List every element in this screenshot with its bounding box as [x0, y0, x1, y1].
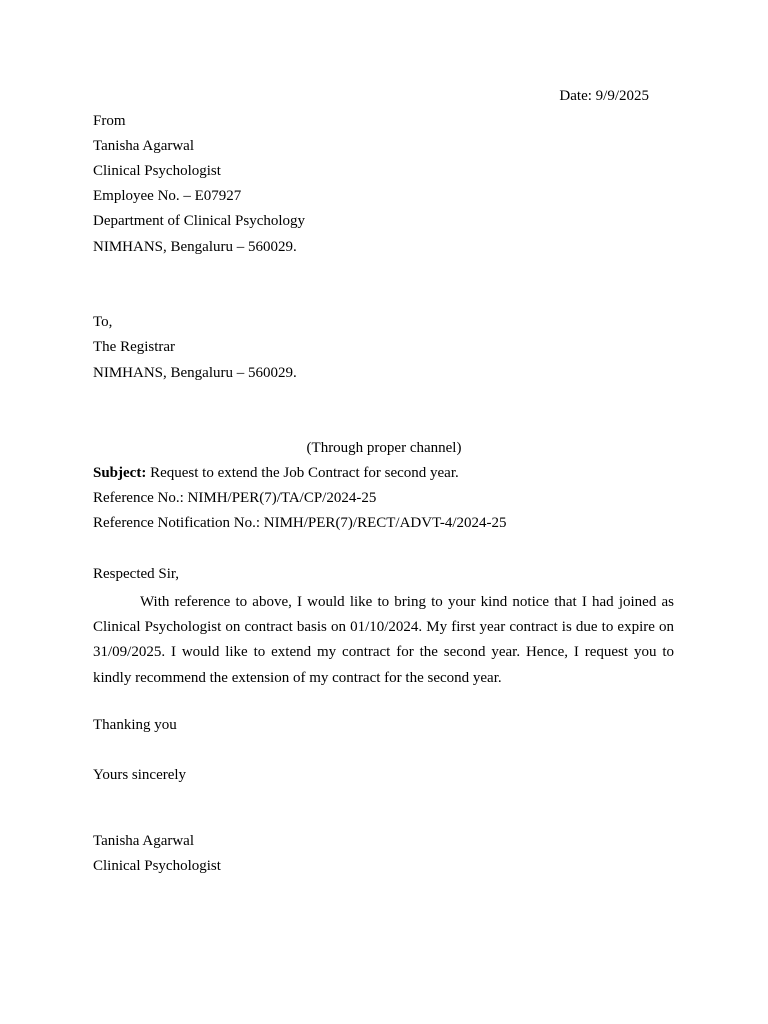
channel-note: (Through proper channel) — [306, 440, 462, 456]
thanks-line: Thanking you — [93, 717, 177, 733]
closing-line: Yours sincerely — [93, 767, 187, 783]
reference-number: Reference No.: NIMH/PER(7)/TA/CP/2024-25 — [93, 490, 377, 506]
sender-address: NIMHANS, Bengaluru – 560029. — [93, 239, 297, 255]
sender-department: Department of Clinical Psychology — [93, 213, 306, 229]
sender-designation: Clinical Psychologist — [93, 163, 221, 179]
subject-label: Subject: — [93, 465, 147, 481]
signature-designation: Clinical Psychologist — [93, 858, 221, 874]
subject-text: Request to extend the Job Contract for second year. — [146, 465, 459, 481]
signature-name: Tanisha Agarwal — [93, 833, 195, 849]
salutation: Respected Sir, — [93, 566, 180, 582]
sender-employee-no: Employee No. – E07927 — [93, 188, 242, 204]
from-heading: From — [93, 113, 126, 129]
sender-name: Tanisha Agarwal — [93, 138, 195, 154]
recipient-address: NIMHANS, Bengaluru – 560029. — [93, 365, 297, 381]
subject-line — [93, 464, 459, 482]
body-paragraph: With reference to above, I would like to bring to your kind notice that I had joined as Clinical Psychologist on contract basis on 01/10/2024. My first year contract is due to expire on 31/09/2025. I would like to extend my contract for the second year. Hence, I request you to kindly recommend the extension of my contract for the second year. — [93, 594, 674, 686]
to-heading: To, — [93, 314, 113, 330]
reference-notification: Reference Notification No.: NIMH/PER(7)/RECT/ADVT-4/2024-25 — [93, 515, 507, 531]
recipient-title: The Registrar — [93, 339, 176, 355]
letter-date: Date: 9/9/2025 — [559, 88, 649, 104]
